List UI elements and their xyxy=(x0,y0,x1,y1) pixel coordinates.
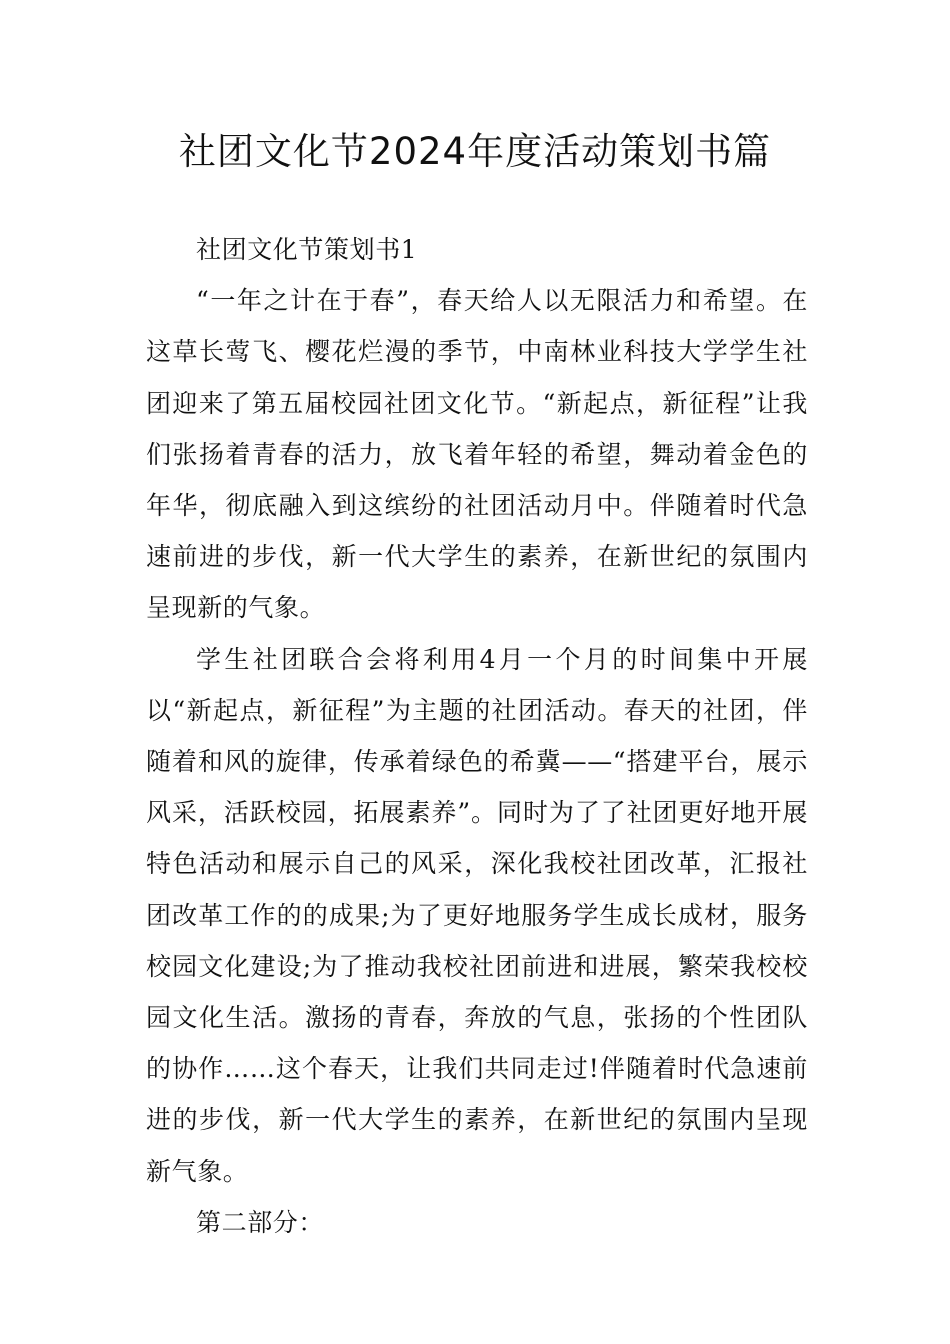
document-title: 社团文化节2024年度活动策划书篇 xyxy=(178,130,772,173)
paragraph-section-2: 第二部分： xyxy=(196,1207,325,1237)
document-body xyxy=(146,224,808,1248)
paragraph-activities: 学生社团联合会将利用4月一个月的时间集中开展以“新起点，新征程”为主题的社团活动。春天的社团，伴随着和风的旋律，传承着绿色的希冀——“搭建平台，展示风采，活跃校园，拓展素养”。同时为了了社团更好地开展特色活动和展示自己的风采，深化我校社团改革，汇报社团改革工作的的成果;为了更好地服务学生成长成材，服务校园文化建设;为了推动我校社团前进和进展，繁荣我校校园文化生活。激扬的青春，奔放的气息，张扬的个性团队的协作……这个春天，让我们共同走过!伴随着时代急速前进的步伐，新一代大学生的素养，在新世纪的氛围内呈现新气象。 xyxy=(146,644,808,1186)
paragraph-heading-1: 社团文化节策划书1 xyxy=(196,235,418,264)
paragraph-intro: “一年之计在于春”，春天给人以无限活力和希望。在这草长莺飞、樱花烂漫的季节，中南林业科技大学学生社团迎来了第五届校园社团文化节。“新起点，新征程”让我们张扬着青春的活力，放飞着年轻的希望，舞动着金色的年华，彻底融入到这缤纷的社团活动月中。伴随着时代急速前进的步伐，新一代大学生的素养，在新世纪的氛围内呈现新的气象。 xyxy=(146,286,808,623)
